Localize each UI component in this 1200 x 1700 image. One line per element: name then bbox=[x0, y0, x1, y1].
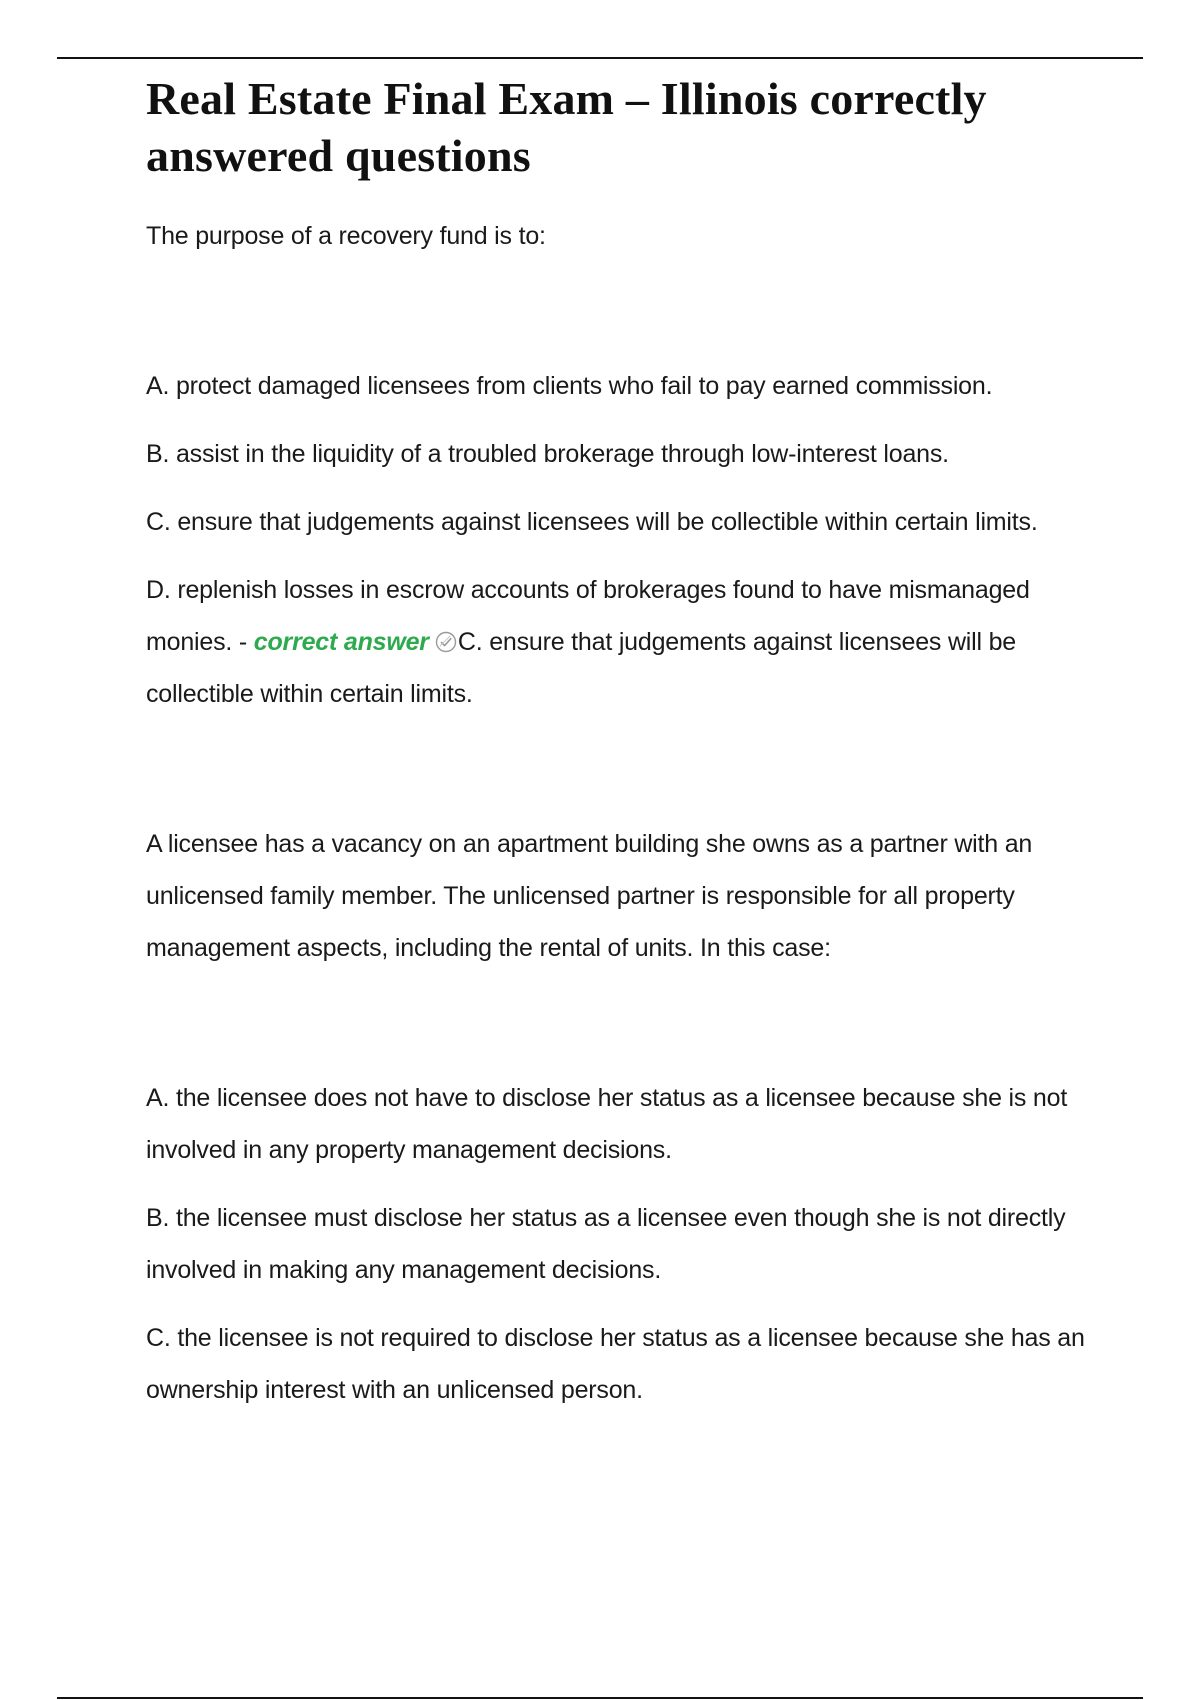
top-rule bbox=[57, 57, 1143, 59]
spacer bbox=[146, 262, 1086, 344]
check-circle-icon bbox=[435, 619, 457, 641]
question-2-prompt: A licensee has a vacancy on an apartment building she owns as a partner with an unlicensed family member. The unlicensed partner is responsible for all property management aspects, including the rental of units. In this case: bbox=[146, 830, 1033, 962]
question-1-option-a: A. protect damaged licensees from clients who fail to pay earned commission. bbox=[146, 372, 993, 400]
question-1-option-b: B. assist in the liquidity of a troubled brokerage through low-interest loans. bbox=[146, 440, 949, 468]
question-1-prompt: The purpose of a recovery fund is to: bbox=[146, 222, 546, 250]
document-title: Real Estate Final Exam – Illinois correctly answered questions bbox=[146, 73, 987, 181]
question-2-option-c: C. the licensee is not required to disclose her status as a licensee because she has an ownership interest with an unlicensed person. bbox=[146, 1324, 1085, 1404]
bottom-rule bbox=[57, 1697, 1143, 1699]
question-2-option-b: B. the licensee must disclose her status as a licensee even though she is not directly involved in making any management decisions. bbox=[146, 1204, 1066, 1284]
question-1-option-d: D. replenish losses in escrow accounts of brokerages found to have mismanaged monies. - bbox=[146, 576, 1030, 656]
spacer bbox=[146, 974, 1086, 1056]
correct-answer-text: C. ensure that judgements against licensees will be collectible within certain limits. bbox=[146, 628, 1017, 708]
spacer bbox=[146, 720, 1086, 802]
correct-answer-label: correct answer bbox=[253, 628, 429, 656]
question-2-option-a: A. the licensee does not have to disclose her status as a licensee because she is not involved in any property management decisions. bbox=[146, 1084, 1068, 1164]
question-1-option-c: C. ensure that judgements against licensees will be collectible within certain limits. bbox=[146, 508, 1038, 536]
document-body bbox=[146, 70, 1086, 1416]
question-1-option-d-with-answer bbox=[146, 564, 1086, 720]
